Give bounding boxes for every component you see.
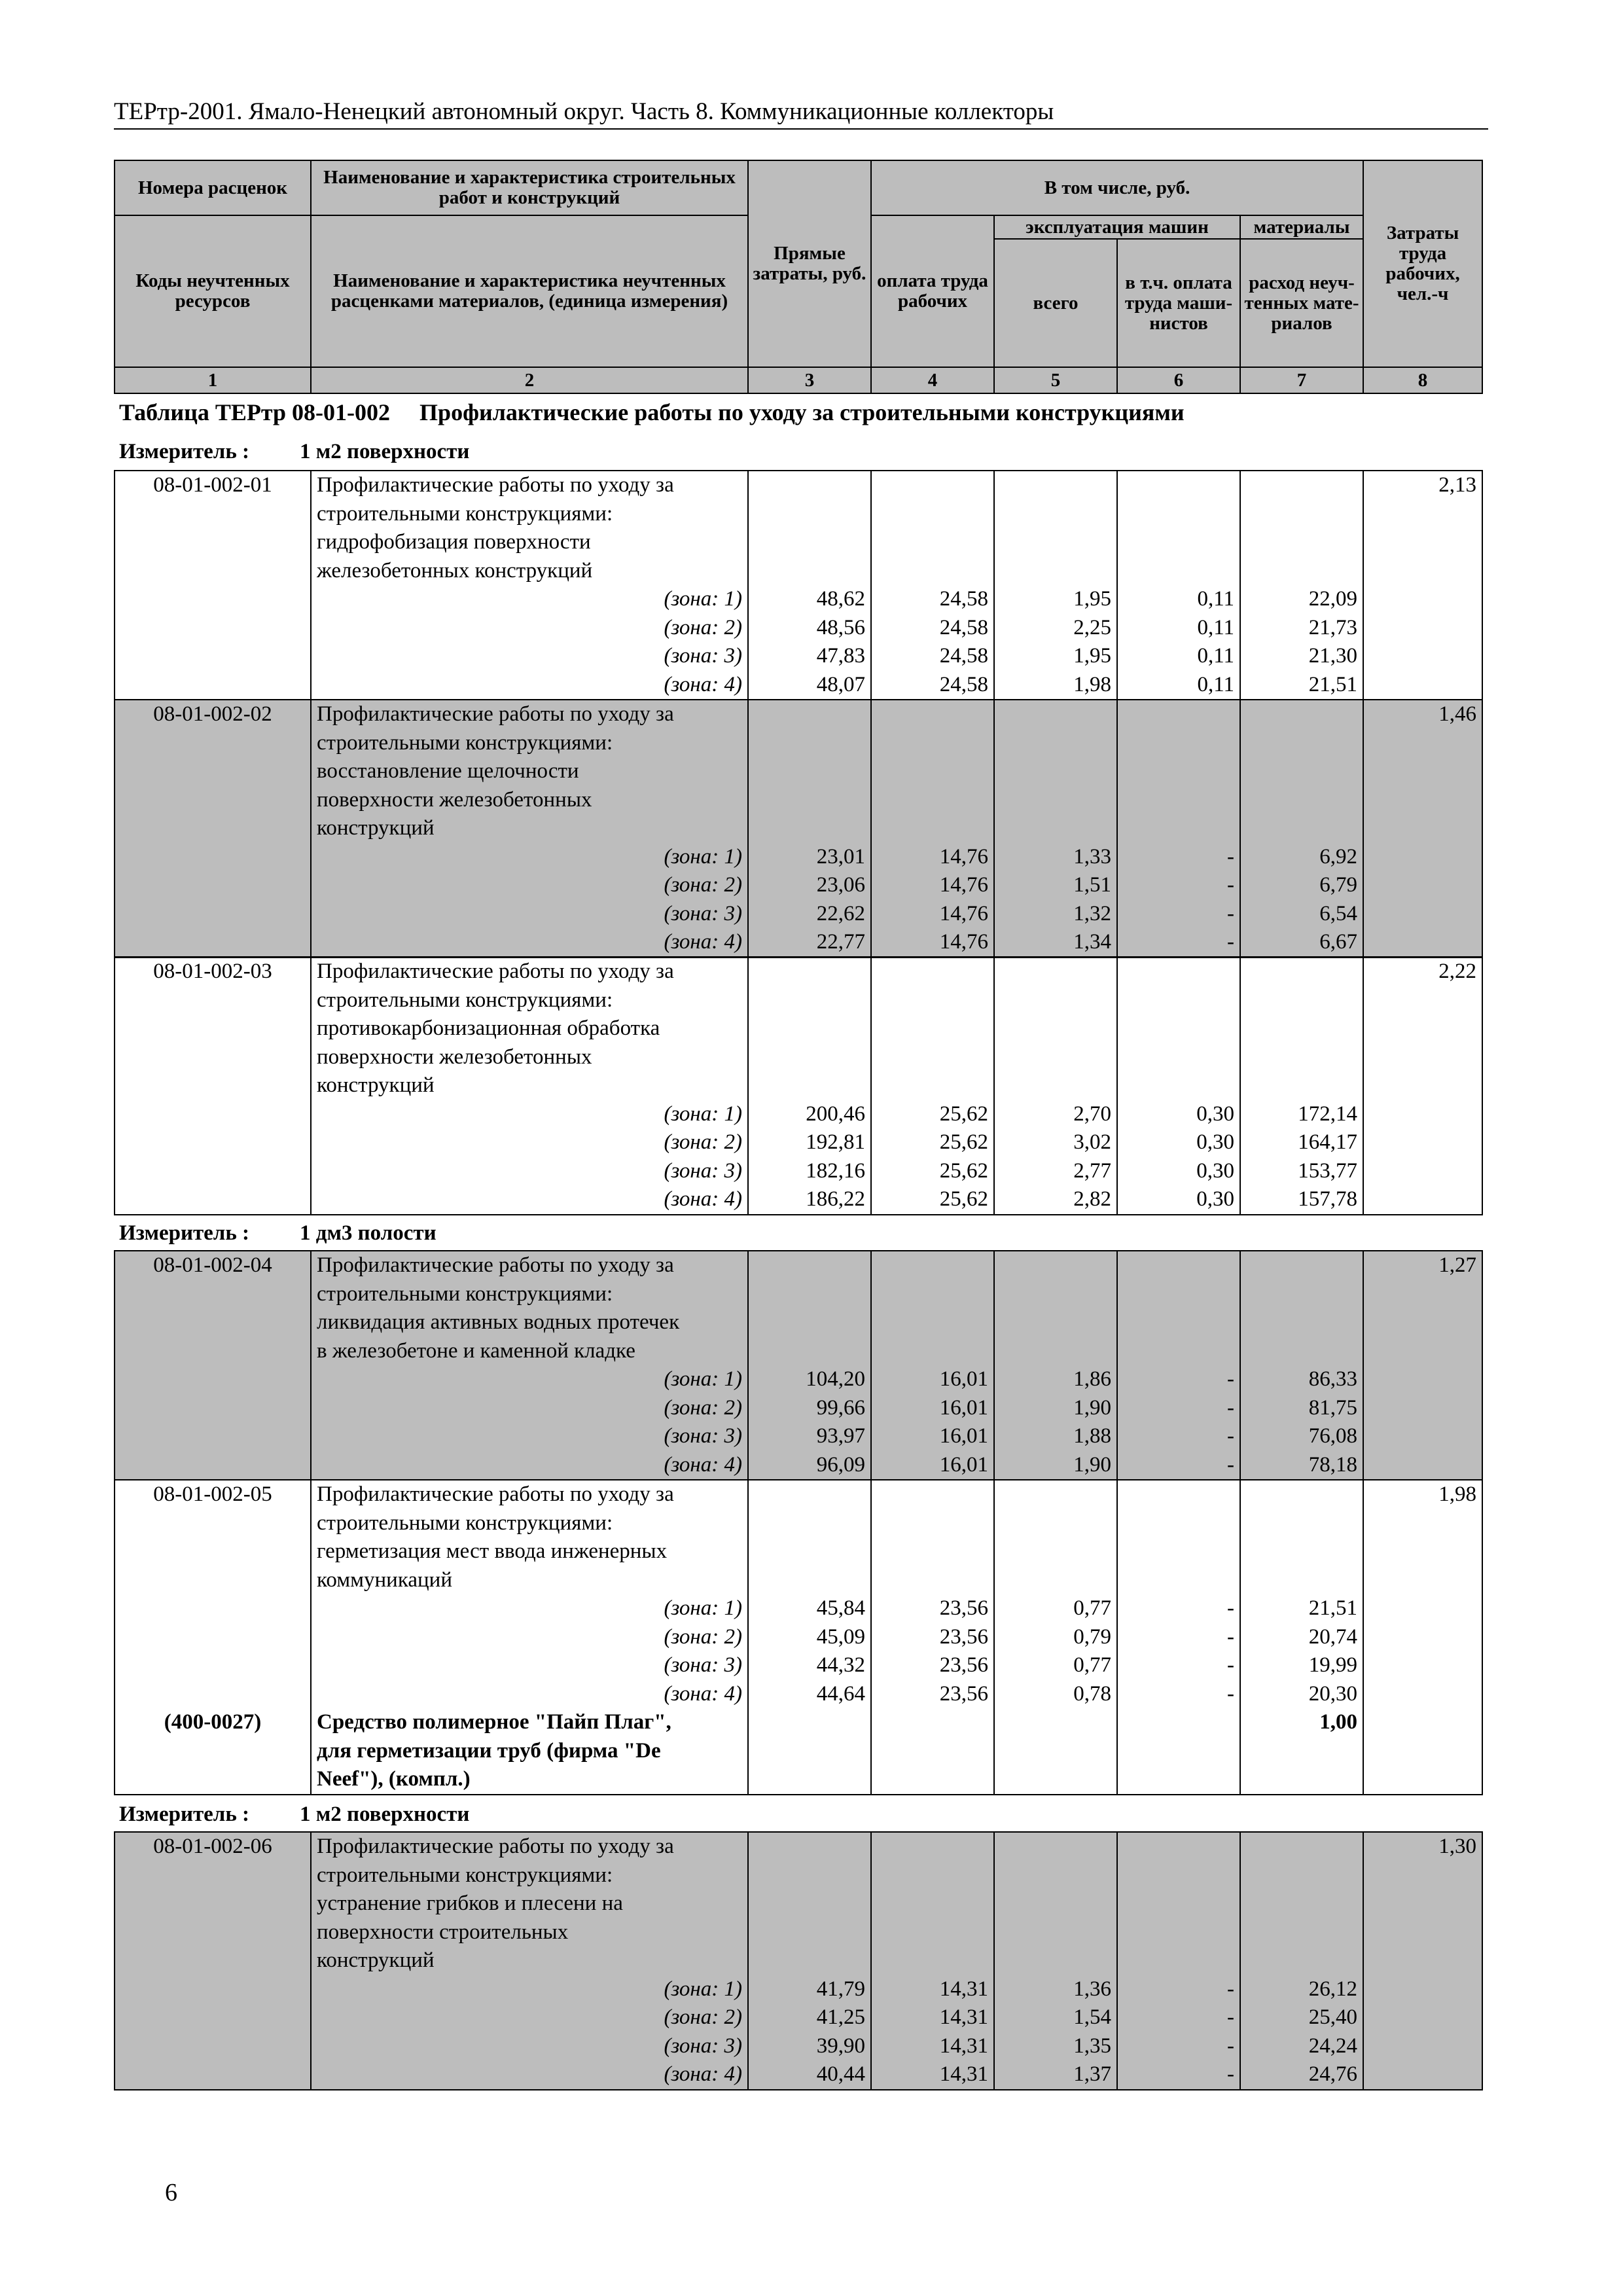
meter-line (119, 439, 469, 465)
materials-cost: 81,75 (1240, 1394, 1363, 1423)
description-row (115, 500, 1482, 529)
machines-total: 2,70 (994, 1100, 1117, 1129)
zone-label: (зона: 1) (311, 1975, 748, 2004)
zone-row (115, 1185, 1482, 1215)
materials-cost: 20,30 (1240, 1680, 1363, 1709)
direct-cost: 44,64 (748, 1680, 871, 1709)
description-row (115, 700, 1482, 729)
worker-wage: 14,76 (871, 843, 994, 872)
labor-cost: 2,13 (1363, 471, 1482, 500)
zone-row (115, 671, 1482, 700)
operator-wage: 0,30 (1117, 1100, 1240, 1129)
materials-cost: 19,99 (1240, 1651, 1363, 1680)
materials-cost: 26,12 (1240, 1975, 1363, 2004)
meter-value: 1 м2 поверхности (300, 440, 470, 463)
direct-cost: 40,44 (748, 2060, 871, 2090)
operator-wage: - (1117, 2003, 1240, 2032)
description-row (115, 557, 1482, 586)
machines-total: 1,86 (994, 1365, 1117, 1394)
description-line: противокарбонизационная обработка (311, 1014, 748, 1043)
zone-label: (зона: 3) (311, 1422, 748, 1451)
col2-top-header: Наименование и характеристика строительных работ и конструкций (311, 160, 748, 215)
zone-row (115, 1365, 1482, 1394)
machines-group-header: эксплуатация машин (994, 215, 1240, 239)
description-row (115, 1890, 1482, 1918)
zone-row (115, 1594, 1482, 1623)
machines-total: 1,95 (994, 585, 1117, 614)
table-number: Таблица ТЕРтр 08-01-002 (119, 399, 391, 425)
col6-header: в т.ч. оплата труда маши- нистов (1117, 239, 1240, 367)
description-row (115, 528, 1482, 557)
direct-cost: 44,32 (748, 1651, 871, 1680)
description-row (115, 1832, 1482, 1861)
zone-row (115, 1157, 1482, 1186)
operator-wage: - (1117, 1422, 1240, 1451)
description-line: Профилактические работы по уходу за (311, 1480, 748, 1509)
worker-wage: 16,01 (871, 1451, 994, 1480)
description-row (115, 1280, 1482, 1309)
labor-cost: 1,98 (1363, 1480, 1482, 1509)
materials-cost: 21,51 (1240, 671, 1363, 700)
resource-line: для герметизации труб (фирма "De (311, 1737, 748, 1766)
direct-cost: 39,90 (748, 2032, 871, 2061)
zone-row (115, 900, 1482, 929)
worker-wage: 24,58 (871, 614, 994, 643)
operator-wage: - (1117, 1394, 1240, 1423)
resource-row (115, 1737, 1482, 1766)
description-line: гидрофобизация поверхности (311, 528, 748, 557)
resource-row (115, 1708, 1482, 1737)
page-header: ТЕРтр-2001. Ямало-Ненецкий автономный округ. Часть 8. Коммуникационные коллекторы (114, 98, 1054, 125)
zone-label: (зона: 2) (311, 871, 748, 900)
worker-wage: 14,31 (871, 2060, 994, 2090)
rate-item-table (114, 956, 1483, 1215)
rate-item-block (114, 470, 1482, 700)
description-line: строительными конструкциями: (311, 729, 748, 758)
zone-label: (зона: 1) (311, 1100, 748, 1129)
direct-cost: 99,66 (748, 1394, 871, 1423)
worker-wage: 14,76 (871, 871, 994, 900)
worker-wage: 16,01 (871, 1365, 994, 1394)
zone-row (115, 928, 1482, 958)
machines-total: 0,77 (994, 1594, 1117, 1623)
rate-code: 08-01-002-02 (115, 700, 311, 729)
zone-label: (зона: 3) (311, 1157, 748, 1186)
zone-row (115, 614, 1482, 643)
description-line: строительными конструкциями: (311, 1861, 748, 1890)
resource-code: (400-0027) (115, 1708, 311, 1737)
machines-total: 2,25 (994, 614, 1117, 643)
zone-row (115, 843, 1482, 872)
description-row (115, 1043, 1482, 1072)
direct-cost: 23,01 (748, 843, 871, 872)
operator-wage: 0,11 (1117, 614, 1240, 643)
rate-item-block (114, 1250, 1482, 1480)
zone-label: (зона: 2) (311, 614, 748, 643)
direct-cost: 192,81 (748, 1128, 871, 1157)
description-row (115, 1014, 1482, 1043)
operator-wage: - (1117, 1365, 1240, 1394)
zone-label: (зона: 4) (311, 928, 748, 958)
labor-cost: 1,30 (1363, 1832, 1482, 1861)
labor-cost: 1,27 (1363, 1251, 1482, 1280)
machines-total: 0,79 (994, 1623, 1117, 1652)
zone-label: (зона: 3) (311, 900, 748, 929)
table-title (119, 398, 1185, 427)
rate-code: 08-01-002-06 (115, 1832, 311, 1861)
labor-cost: 2,22 (1363, 957, 1482, 986)
materials-cost: 21,30 (1240, 642, 1363, 671)
worker-wage: 23,56 (871, 1594, 994, 1623)
materials-cost: 21,73 (1240, 614, 1363, 643)
operator-wage: - (1117, 1451, 1240, 1480)
description-line: ликвидация активных водных протечек (311, 1308, 748, 1337)
direct-cost: 48,07 (748, 671, 871, 700)
worker-wage: 16,01 (871, 1422, 994, 1451)
description-row (115, 1509, 1482, 1538)
operator-wage: - (1117, 1975, 1240, 2004)
zone-row (115, 1100, 1482, 1129)
materials-cost: 157,78 (1240, 1185, 1363, 1215)
zone-row (115, 2003, 1482, 2032)
description-line: поверхности строительных (311, 1918, 748, 1947)
column-number: 1 (115, 367, 311, 393)
worker-wage: 24,58 (871, 585, 994, 614)
column-number: 8 (1363, 367, 1482, 393)
description-line: в железобетоне и каменной кладке (311, 1337, 748, 1366)
worker-wage: 16,01 (871, 1394, 994, 1423)
description-line: строительными конструкциями: (311, 1280, 748, 1309)
materials-group-header: материалы (1240, 215, 1363, 239)
zone-row (115, 1651, 1482, 1680)
description-row (115, 1946, 1482, 1975)
col8-header: Затраты труда рабочих, чел.-ч (1363, 160, 1482, 367)
rate-code: 08-01-002-04 (115, 1251, 311, 1280)
description-line: строительными конструкциями: (311, 1509, 748, 1538)
machines-total: 0,78 (994, 1680, 1117, 1709)
operator-wage: - (1117, 1623, 1240, 1652)
materials-cost: 21,51 (1240, 1594, 1363, 1623)
machines-total: 1,33 (994, 843, 1117, 872)
machines-total: 1,51 (994, 871, 1117, 900)
zone-label: (зона: 1) (311, 1594, 748, 1623)
zone-label: (зона: 1) (311, 1365, 748, 1394)
materials-cost: 6,92 (1240, 843, 1363, 872)
description-line: железобетонных конструкций (311, 557, 748, 586)
direct-cost: 47,83 (748, 642, 871, 671)
zone-row (115, 2032, 1482, 2061)
description-row (115, 757, 1482, 786)
machines-total: 1,35 (994, 2032, 1117, 2061)
rate-item-table (114, 699, 1483, 958)
zone-label: (зона: 4) (311, 1680, 748, 1709)
direct-cost: 45,84 (748, 1594, 871, 1623)
direct-cost: 186,22 (748, 1185, 871, 1215)
worker-wage: 14,31 (871, 2003, 994, 2032)
zone-label: (зона: 2) (311, 2003, 748, 2032)
rate-code: 08-01-002-01 (115, 471, 311, 500)
direct-cost: 23,06 (748, 871, 871, 900)
meter-value: 1 м2 поверхности (300, 1803, 470, 1826)
worker-wage: 14,31 (871, 2032, 994, 2061)
direct-cost: 41,79 (748, 1975, 871, 2004)
zone-label: (зона: 1) (311, 843, 748, 872)
col2-bottom-header: Наименование и характеристика неучтенных расценками материалов, (единица измерения) (311, 215, 748, 367)
zone-row (115, 1623, 1482, 1652)
rate-item-block (114, 1479, 1482, 1795)
worker-wage: 23,56 (871, 1680, 994, 1709)
zone-row (115, 1451, 1482, 1480)
direct-cost: 45,09 (748, 1623, 871, 1652)
machines-total: 1,34 (994, 928, 1117, 958)
rate-item-block (114, 1831, 1482, 2090)
description-line: восстановление щелочности (311, 757, 748, 786)
zone-row (115, 1975, 1482, 2004)
direct-cost: 93,97 (748, 1422, 871, 1451)
operator-wage: - (1117, 871, 1240, 900)
description-row (115, 1861, 1482, 1890)
description-line: конструкций (311, 1946, 748, 1975)
machines-total: 1,88 (994, 1422, 1117, 1451)
rate-item-table (114, 470, 1483, 700)
worker-wage: 14,76 (871, 900, 994, 929)
column-header-table (114, 160, 1483, 394)
zone-label: (зона: 3) (311, 2032, 748, 2061)
description-line: Профилактические работы по уходу за (311, 957, 748, 986)
direct-cost: 41,25 (748, 2003, 871, 2032)
zone-label: (зона: 2) (311, 1128, 748, 1157)
operator-wage: 0,11 (1117, 671, 1240, 700)
zone-label: (зона: 4) (311, 1185, 748, 1215)
resource-line: Neef"), (компл.) (311, 1765, 748, 1795)
rate-code: 08-01-002-03 (115, 957, 311, 986)
resource-row (115, 1765, 1482, 1795)
col4-header: оплата труда рабочих (871, 215, 994, 367)
meter-label: Измеритель : (119, 1803, 250, 1826)
column-number: 3 (748, 367, 871, 393)
worker-wage: 14,76 (871, 928, 994, 958)
machines-total: 1,95 (994, 642, 1117, 671)
operator-wage: - (1117, 928, 1240, 958)
machines-total: 2,77 (994, 1157, 1117, 1186)
description-row (115, 1071, 1482, 1100)
rate-item-block (114, 956, 1482, 1215)
operator-wage: 0,11 (1117, 642, 1240, 671)
operator-wage: - (1117, 843, 1240, 872)
materials-cost: 20,74 (1240, 1623, 1363, 1652)
materials-cost: 25,40 (1240, 2003, 1363, 2032)
page-number: 6 (165, 2179, 177, 2206)
machines-total: 1,98 (994, 671, 1117, 700)
rate-item-table (114, 1479, 1483, 1795)
included-group-header: В том числе, руб. (871, 160, 1363, 215)
description-line: поверхности железобетонных (311, 1043, 748, 1072)
zone-label: (зона: 4) (311, 1451, 748, 1480)
meter-label: Измеритель : (119, 1221, 250, 1245)
column-number: 2 (311, 367, 748, 393)
column-number: 4 (871, 367, 994, 393)
meter-value: 1 дм3 полости (300, 1221, 437, 1245)
description-line: Профилактические работы по уходу за (311, 1832, 748, 1861)
materials-cost: 86,33 (1240, 1365, 1363, 1394)
description-row (115, 957, 1482, 986)
worker-wage: 25,62 (871, 1157, 994, 1186)
direct-cost: 200,46 (748, 1100, 871, 1129)
worker-wage: 25,62 (871, 1100, 994, 1129)
operator-wage: 0,11 (1117, 585, 1240, 614)
description-row (115, 1308, 1482, 1337)
machines-total: 0,77 (994, 1651, 1117, 1680)
table-name: Профилактические работы по уходу за строительными конструкциями (419, 399, 1185, 425)
description-row (115, 729, 1482, 758)
machines-total: 2,82 (994, 1185, 1117, 1215)
direct-cost: 96,09 (748, 1451, 871, 1480)
machines-total: 3,02 (994, 1128, 1117, 1157)
zone-label: (зона: 3) (311, 642, 748, 671)
operator-wage: - (1117, 1680, 1240, 1709)
rate-item-table (114, 1831, 1483, 2090)
zone-row (115, 1422, 1482, 1451)
machines-total: 1,36 (994, 1975, 1117, 2004)
machines-total: 1,37 (994, 2060, 1117, 2090)
col1-top-header: Номера расценок (115, 160, 311, 215)
description-line: коммуникаций (311, 1566, 748, 1595)
materials-cost: 24,24 (1240, 2032, 1363, 2061)
resource-amount: 1,00 (1240, 1708, 1363, 1737)
description-line: поверхности железобетонных (311, 786, 748, 815)
machines-total: 1,90 (994, 1451, 1117, 1480)
rate-code: 08-01-002-05 (115, 1480, 311, 1509)
materials-cost: 22,09 (1240, 585, 1363, 614)
rate-item-block (114, 699, 1482, 958)
header-rule (114, 128, 1488, 130)
description-row (115, 1337, 1482, 1366)
description-line: герметизация мест ввода инженерных (311, 1537, 748, 1566)
direct-cost: 48,56 (748, 614, 871, 643)
operator-wage: - (1117, 2032, 1240, 2061)
zone-row (115, 1128, 1482, 1157)
materials-cost: 78,18 (1240, 1451, 1363, 1480)
zone-row (115, 2060, 1482, 2090)
materials-cost: 153,77 (1240, 1157, 1363, 1186)
description-line: конструкций (311, 814, 748, 843)
machines-total: 1,54 (994, 2003, 1117, 2032)
worker-wage: 14,31 (871, 1975, 994, 2004)
direct-cost: 104,20 (748, 1365, 871, 1394)
direct-cost: 182,16 (748, 1157, 871, 1186)
description-row (115, 471, 1482, 500)
column-number: 5 (994, 367, 1117, 393)
meter-line (119, 1220, 437, 1246)
materials-cost: 76,08 (1240, 1422, 1363, 1451)
worker-wage: 23,56 (871, 1651, 994, 1680)
col7-header: расход неуч- тенных мате- риалов (1240, 239, 1363, 367)
description-line: Профилактические работы по уходу за (311, 700, 748, 729)
zone-row (115, 871, 1482, 900)
worker-wage: 25,62 (871, 1185, 994, 1215)
operator-wage: 0,30 (1117, 1157, 1240, 1186)
materials-cost: 172,14 (1240, 1100, 1363, 1129)
description-row (115, 1480, 1482, 1509)
operator-wage: - (1117, 900, 1240, 929)
zone-row (115, 642, 1482, 671)
description-row (115, 1918, 1482, 1947)
column-number: 7 (1240, 367, 1363, 393)
description-line: строительными конструкциями: (311, 500, 748, 529)
zone-label: (зона: 1) (311, 585, 748, 614)
worker-wage: 24,58 (871, 671, 994, 700)
meter-line (119, 1801, 469, 1827)
resource-line: Средство полимерное "Пайп Плаг", (311, 1708, 748, 1737)
zone-label: (зона: 4) (311, 671, 748, 700)
worker-wage: 25,62 (871, 1128, 994, 1157)
col1-bottom-header: Коды неучтенных ресурсов (115, 215, 311, 367)
operator-wage: 0,30 (1117, 1185, 1240, 1215)
description-row (115, 1537, 1482, 1566)
direct-cost: 48,62 (748, 585, 871, 614)
operator-wage: 0,30 (1117, 1128, 1240, 1157)
col5-header: всего (994, 239, 1117, 367)
description-row (115, 786, 1482, 815)
zone-row (115, 1680, 1482, 1709)
zone-row (115, 1394, 1482, 1423)
worker-wage: 23,56 (871, 1623, 994, 1652)
column-number: 6 (1117, 367, 1240, 393)
zone-label: (зона: 2) (311, 1394, 748, 1423)
materials-cost: 6,67 (1240, 928, 1363, 958)
description-row (115, 986, 1482, 1015)
rate-item-table (114, 1250, 1483, 1480)
description-line: Профилактические работы по уходу за (311, 1251, 748, 1280)
worker-wage: 24,58 (871, 642, 994, 671)
description-line: конструкций (311, 1071, 748, 1100)
direct-cost: 22,62 (748, 900, 871, 929)
zone-row (115, 585, 1482, 614)
meter-label: Измеритель : (119, 440, 250, 463)
operator-wage: - (1117, 1651, 1240, 1680)
description-line: Профилактические работы по уходу за (311, 471, 748, 500)
materials-cost: 6,79 (1240, 871, 1363, 900)
machines-total: 1,32 (994, 900, 1117, 929)
description-row (115, 1251, 1482, 1280)
description-line: строительными конструкциями: (311, 986, 748, 1015)
materials-cost: 164,17 (1240, 1128, 1363, 1157)
description-row (115, 814, 1482, 843)
description-line: устранение грибков и плесени на (311, 1890, 748, 1918)
materials-cost: 24,76 (1240, 2060, 1363, 2090)
description-row (115, 1566, 1482, 1595)
col3-header: Прямые затраты, руб. (748, 160, 871, 367)
operator-wage: - (1117, 1594, 1240, 1623)
operator-wage: - (1117, 2060, 1240, 2090)
labor-cost: 1,46 (1363, 700, 1482, 729)
zone-label: (зона: 3) (311, 1651, 748, 1680)
zone-label: (зона: 4) (311, 2060, 748, 2090)
materials-cost: 6,54 (1240, 900, 1363, 929)
direct-cost: 22,77 (748, 928, 871, 958)
machines-total: 1,90 (994, 1394, 1117, 1423)
zone-label: (зона: 2) (311, 1623, 748, 1652)
